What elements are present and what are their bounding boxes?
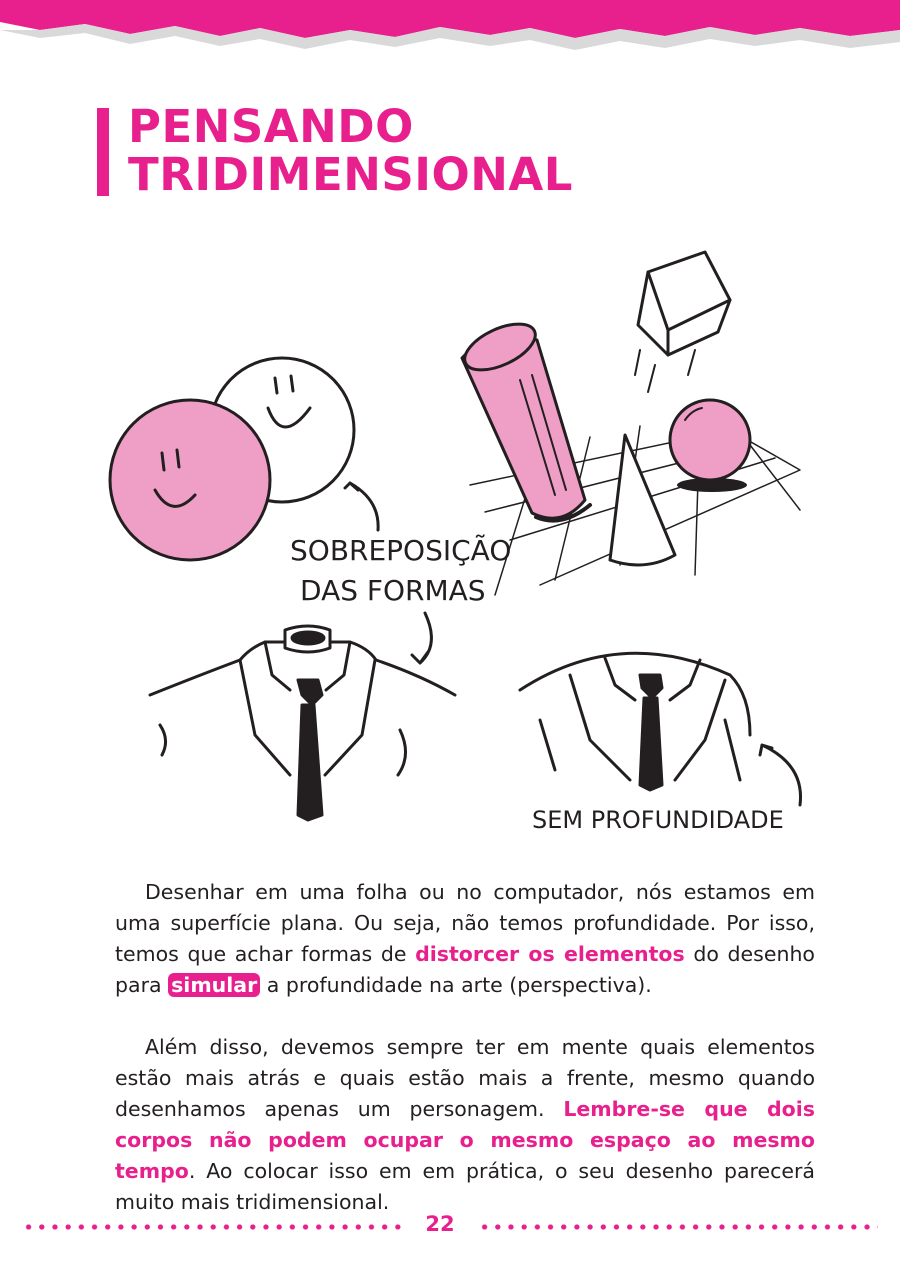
- pink-smiley-sphere: [110, 400, 270, 560]
- label-overlap-line-2: DAS FORMAS: [300, 574, 486, 607]
- arrow-up-icon: [345, 483, 378, 530]
- paragraph-1-text-a: Desenhar em uma folha ou no computador, nós estamos em uma superfície plana. Ou seja, não temos profundidade. Por isso, temos que achar formas de: [115, 880, 815, 966]
- title-accent-bar: [97, 108, 109, 196]
- paragraph-2-text-b: . Ao colocar isso em em prática, o seu desenho parecerá muito mais tridimensional.: [115, 1159, 815, 1214]
- highlight-two-bodies: Lembre-se que dois corpos não podem ocupar o mesmo espaço ao mesmo tempo: [115, 1097, 815, 1183]
- paragraph-2-text-a: Além disso, devemos sempre ter em mente quais elementos estão mais atrás e quais estão mais a frente, mesmo quando desenhamos apenas um personagem.: [115, 1035, 815, 1121]
- page-title-line-2: TRIDIMENSIONAL: [128, 148, 573, 201]
- arrow-down-icon: [412, 613, 431, 663]
- pink-cylinder: [458, 315, 590, 521]
- paragraph-2: [115, 1032, 815, 1218]
- floating-cube: [635, 252, 730, 392]
- body-text: [115, 877, 815, 1249]
- illustration: [100, 250, 820, 840]
- highlight-simulate: simular: [168, 973, 260, 997]
- arrow-curved-icon: [760, 745, 801, 805]
- footer-dots-left: [22, 1224, 407, 1230]
- label-overlap-line-1: SOBREPOSIÇÃO: [290, 534, 512, 567]
- page-number: 22: [425, 1212, 455, 1236]
- page-title-line-1: PENSANDO: [128, 100, 414, 153]
- paragraph-1-text-c: a profundidade na arte (perspectiva).: [260, 973, 652, 997]
- highlight-distort-elements: distorcer os elementos: [415, 942, 685, 966]
- suit-with-depth: [150, 626, 455, 820]
- label-flat-text: SEM PROFUNDIDADE: [532, 806, 784, 834]
- suit-without-depth: [520, 653, 750, 790]
- footer-dots-right: [478, 1224, 878, 1230]
- torn-header-band: [0, 0, 900, 60]
- page-footer: [0, 1212, 900, 1242]
- paragraph-1: [115, 877, 815, 1001]
- label-flat: [532, 745, 801, 834]
- paragraph-1-text-b: do desenho para: [115, 942, 815, 997]
- pink-small-sphere: [670, 400, 750, 492]
- cone: [610, 435, 675, 565]
- page-title: [128, 100, 573, 201]
